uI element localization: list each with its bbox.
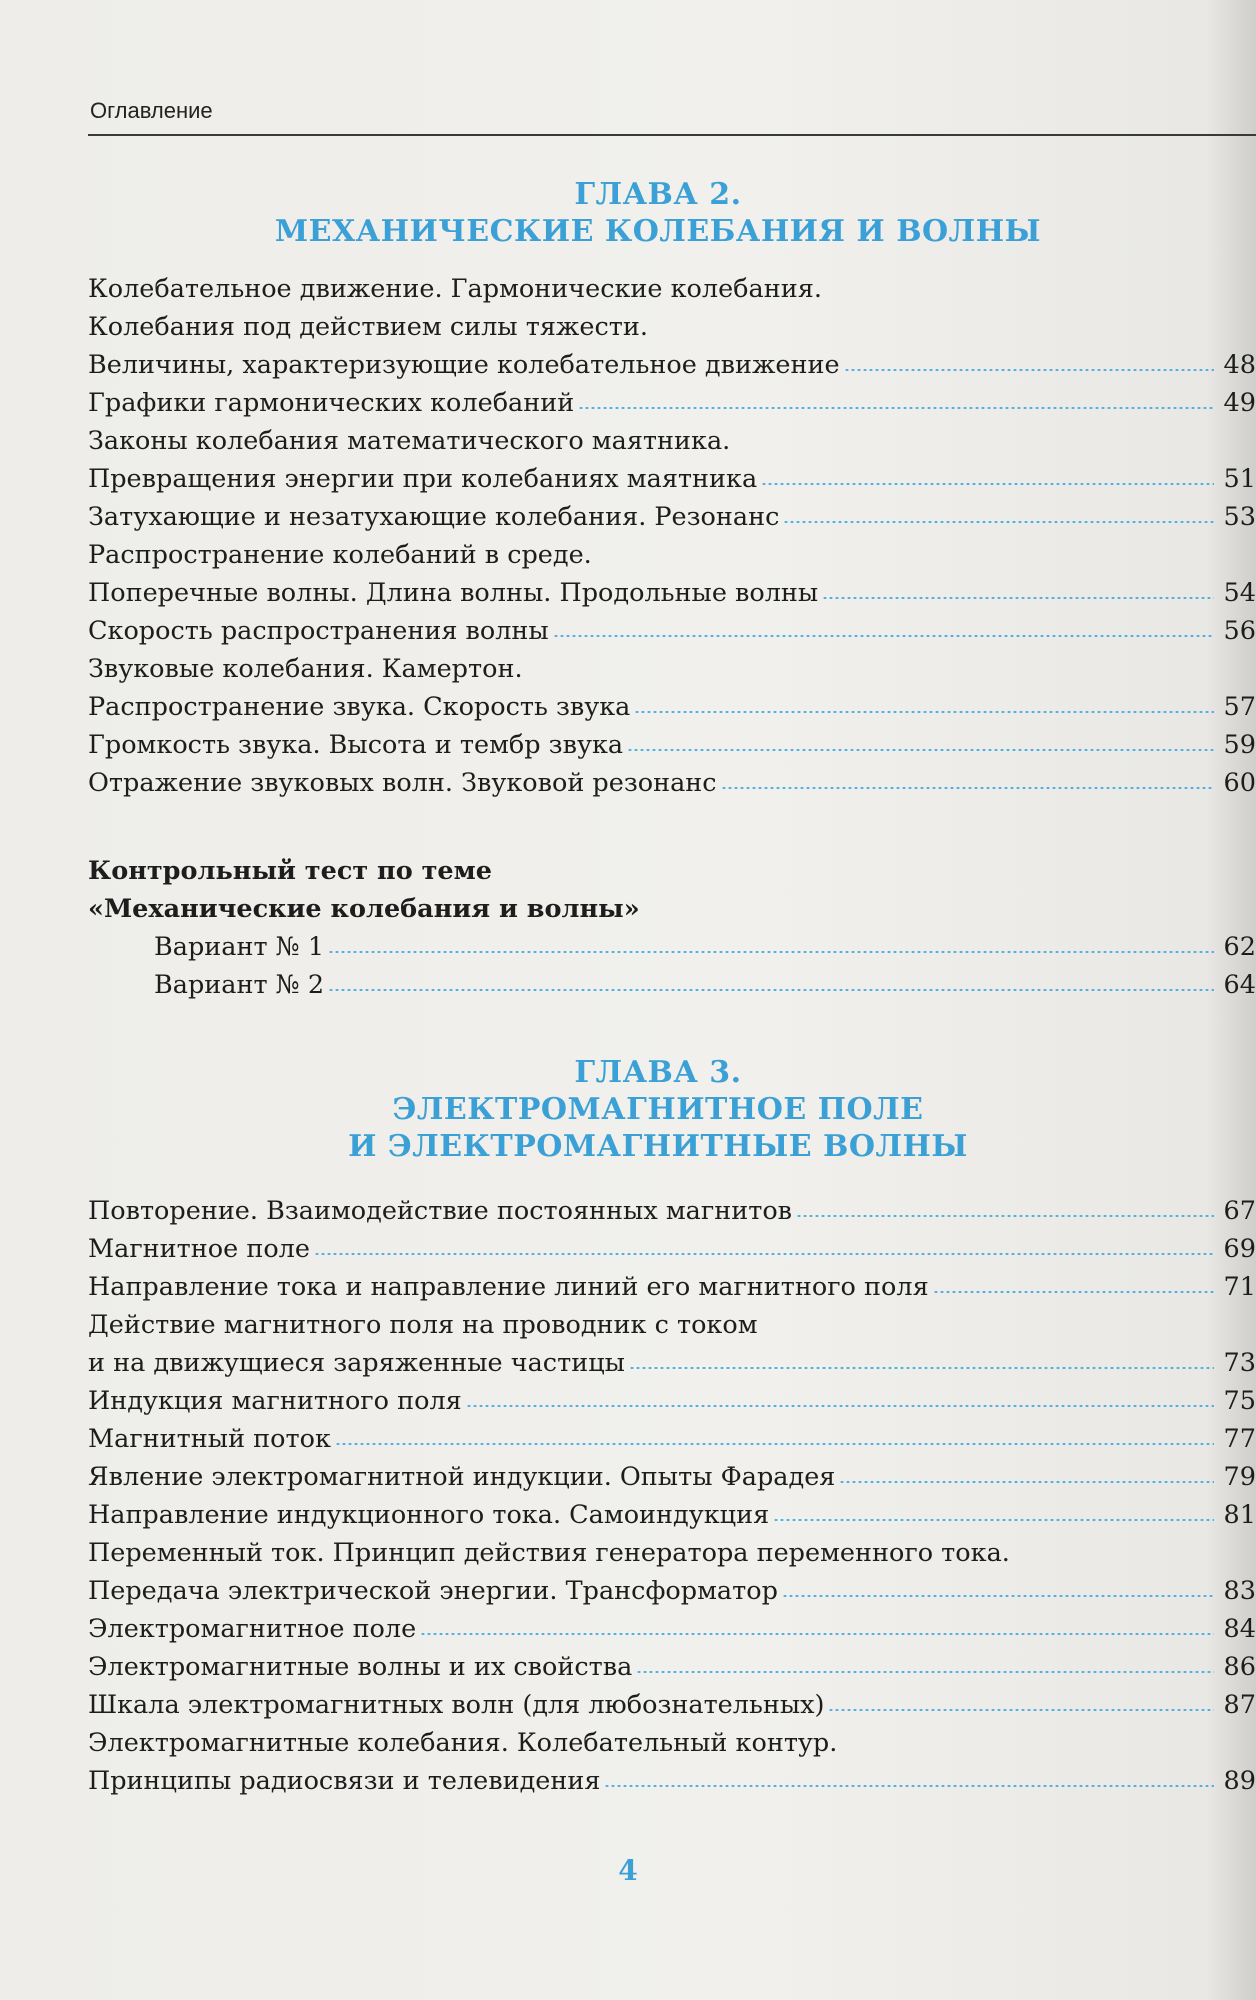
dot-leader	[604, 1785, 1214, 1787]
toc-entry-page: 57	[1223, 692, 1256, 722]
toc-entry[interactable]	[88, 536, 1256, 574]
toc-entry-title: Графики гармонических колебаний	[88, 388, 575, 418]
toc-entry[interactable]	[88, 574, 1256, 612]
toc-entry-page: 54	[1223, 578, 1256, 608]
toc-entry[interactable]	[88, 498, 1256, 536]
toc-entry-title: Действие магнитного поля на проводник с током	[88, 1310, 758, 1340]
toc-entry-title: Магнитный поток	[88, 1424, 331, 1454]
toc-entry-variant-2[interactable]	[88, 966, 1256, 1004]
toc-entry[interactable]	[88, 1268, 1256, 1306]
test-heading-line-1: Контрольный тест по теме	[88, 856, 492, 886]
toc-entry[interactable]	[88, 1458, 1256, 1496]
toc-entry-page: 62	[1223, 932, 1256, 962]
test-toc	[88, 852, 1256, 1004]
page-number: 4	[618, 1854, 638, 1887]
dot-leader	[627, 749, 1214, 751]
toc-entry-title: Электромагнитное поле	[88, 1614, 417, 1644]
toc-entry[interactable]	[88, 1610, 1256, 1648]
toc-entry[interactable]	[88, 308, 1256, 346]
dot-leader	[783, 521, 1214, 523]
toc-entry-title: Величины, характеризующие колебательное движение	[88, 350, 840, 380]
toc-entry[interactable]	[88, 1496, 1256, 1534]
dot-leader	[844, 369, 1214, 371]
toc-entry-page: 89	[1223, 1766, 1256, 1796]
toc-entry[interactable]	[88, 1534, 1256, 1572]
toc-entry-title: Превращения энергии при колебаниях маятника	[88, 464, 758, 494]
running-head: Оглавление	[90, 98, 213, 123]
toc-entry-title: Направление индукционного тока. Самоиндукция	[88, 1500, 770, 1530]
dot-leader	[328, 989, 1214, 991]
toc-entry[interactable]	[88, 726, 1256, 764]
toc-entry-title: Электромагнитные колебания. Колебательный контур.	[88, 1728, 838, 1758]
chapter-3-heading	[0, 1054, 1256, 1165]
toc-entry[interactable]	[88, 1686, 1256, 1724]
toc-entry-title: Колебания под действием силы тяжести.	[88, 312, 648, 342]
dot-leader	[629, 1367, 1214, 1369]
toc-entry-title: Переменный ток. Принцип действия генератора переменного тока.	[88, 1538, 1010, 1568]
toc-entry-page: 48	[1223, 350, 1256, 380]
toc-entry[interactable]	[88, 650, 1256, 688]
toc-entry-title: и на движущиеся заряженные частицы	[88, 1348, 625, 1378]
toc-entry-title: Громкость звука. Высота и тембр звука	[88, 730, 624, 760]
toc-entry-title: Вариант № 1	[154, 932, 325, 962]
toc-entry[interactable]	[88, 460, 1256, 498]
toc-entry-title: Передача электрической энергии. Трансформатор	[88, 1576, 778, 1606]
dot-leader	[636, 1671, 1214, 1673]
toc-entry[interactable]	[88, 1420, 1256, 1458]
toc-entry[interactable]	[88, 1192, 1256, 1230]
dot-leader	[796, 1215, 1214, 1217]
toc-entry[interactable]	[88, 1230, 1256, 1268]
toc-entry-title: Индукция магнитного поля	[88, 1386, 462, 1416]
dot-leader	[420, 1633, 1214, 1635]
toc-entry-page: 56	[1223, 616, 1256, 646]
toc-entry[interactable]	[88, 688, 1256, 726]
toc-entry[interactable]	[88, 1724, 1256, 1762]
toc-entry[interactable]	[88, 764, 1256, 802]
chapter-2-toc	[88, 270, 1256, 802]
toc-entry-page: 59	[1223, 730, 1256, 760]
toc-entry-page: 60	[1223, 768, 1256, 798]
chapter-2-number: ГЛАВА 2.	[574, 177, 742, 212]
toc-entry[interactable]	[88, 1762, 1256, 1800]
toc-entry[interactable]	[88, 1344, 1256, 1382]
toc-entry-page: 77	[1223, 1424, 1256, 1454]
chapter-3-title-line-1: ЭЛЕКТРОМАГНИТНОЕ ПОЛЕ	[392, 1092, 924, 1127]
toc-entry-page: 64	[1223, 970, 1256, 1000]
toc-entry-title: Поперечные волны. Длина волны. Продольные волны	[88, 578, 819, 608]
toc-entry[interactable]	[88, 1648, 1256, 1686]
toc-entry-page: 53	[1223, 502, 1256, 532]
dot-leader	[314, 1253, 1214, 1255]
chapter-3-toc	[88, 1192, 1256, 1800]
toc-entry-title: Электромагнитные волны и их свойства	[88, 1652, 633, 1682]
toc-entry-page: 51	[1223, 464, 1256, 494]
dot-leader	[773, 1519, 1214, 1521]
toc-entry[interactable]	[88, 612, 1256, 650]
chapter-2-heading	[0, 176, 1256, 250]
dot-leader	[828, 1709, 1214, 1711]
header-rule	[88, 134, 1256, 136]
dot-leader	[634, 711, 1214, 713]
toc-entry-title: Распространение колебаний в среде.	[88, 540, 592, 570]
chapter-3-number: ГЛАВА 3.	[574, 1055, 742, 1090]
toc-entry-variant-1[interactable]	[88, 928, 1256, 966]
toc-entry-page: 49	[1223, 388, 1256, 418]
dot-leader	[328, 951, 1214, 953]
toc-entry-title: Затухающие и незатухающие колебания. Резонанс	[88, 502, 780, 532]
toc-entry[interactable]	[88, 1572, 1256, 1610]
toc-entry[interactable]	[88, 422, 1256, 460]
dot-leader	[933, 1291, 1214, 1293]
dot-leader	[335, 1443, 1214, 1445]
toc-entry[interactable]	[88, 270, 1256, 308]
toc-entry-title: Отражение звуковых волн. Звуковой резонанс	[88, 768, 717, 798]
toc-entry-title: Вариант № 2	[154, 970, 325, 1000]
chapter-2-title: МЕХАНИЧЕСКИЕ КОЛЕБАНИЯ И ВОЛНЫ	[274, 214, 1042, 249]
toc-entry-title: Направление тока и направление линий его магнитного поля	[88, 1272, 929, 1302]
toc-entry-title: Магнитное поле	[88, 1234, 310, 1264]
toc-entry-page: 67	[1223, 1196, 1256, 1226]
toc-entry-title: Явление электромагнитной индукции. Опыты Фарадея	[88, 1462, 836, 1492]
test-heading-line-2: «Механические колебания и волны»	[88, 894, 640, 924]
toc-entry-page: 87	[1223, 1690, 1256, 1720]
toc-entry-page: 81	[1223, 1500, 1256, 1530]
dot-leader	[466, 1405, 1214, 1407]
toc-entry-page: 84	[1223, 1614, 1256, 1644]
toc-entry[interactable]	[88, 346, 1256, 384]
dot-leader	[553, 635, 1214, 637]
toc-entry[interactable]	[88, 384, 1256, 422]
toc-entry[interactable]	[88, 1382, 1256, 1420]
toc-entry-page: 79	[1223, 1462, 1256, 1492]
toc-entry-page: 73	[1223, 1348, 1256, 1378]
dot-leader	[578, 407, 1214, 409]
toc-entry-title: Принципы радиосвязи и телевидения	[88, 1766, 601, 1796]
toc-entry-title: Скорость распространения волны	[88, 616, 549, 646]
dot-leader	[761, 483, 1214, 485]
dot-leader	[721, 787, 1214, 789]
toc-entry-title: Колебательное движение. Гармонические колебания.	[88, 274, 822, 304]
dot-leader	[822, 597, 1214, 599]
dot-leader	[782, 1595, 1214, 1597]
toc-entry-page: 75	[1223, 1386, 1256, 1416]
toc-entry[interactable]	[88, 1306, 1256, 1344]
toc-entry-page: 86	[1223, 1652, 1256, 1682]
toc-entry-page: 71	[1223, 1272, 1256, 1302]
dot-leader	[839, 1481, 1214, 1483]
toc-entry-title: Звуковые колебания. Камертон.	[88, 654, 523, 684]
toc-entry-page: 69	[1223, 1234, 1256, 1264]
toc-entry-title: Повторение. Взаимодействие постоянных магнитов	[88, 1196, 793, 1226]
toc-entry-page: 83	[1223, 1576, 1256, 1606]
chapter-3-title-line-2: И ЭЛЕКТРОМАГНИТНЫЕ ВОЛНЫ	[348, 1129, 968, 1164]
toc-entry-title: Шкала электромагнитных волн (для любознательных)	[88, 1690, 825, 1720]
toc-entry-title: Распространение звука. Скорость звука	[88, 692, 631, 722]
toc-entry-title: Законы колебания математического маятника.	[88, 426, 731, 456]
